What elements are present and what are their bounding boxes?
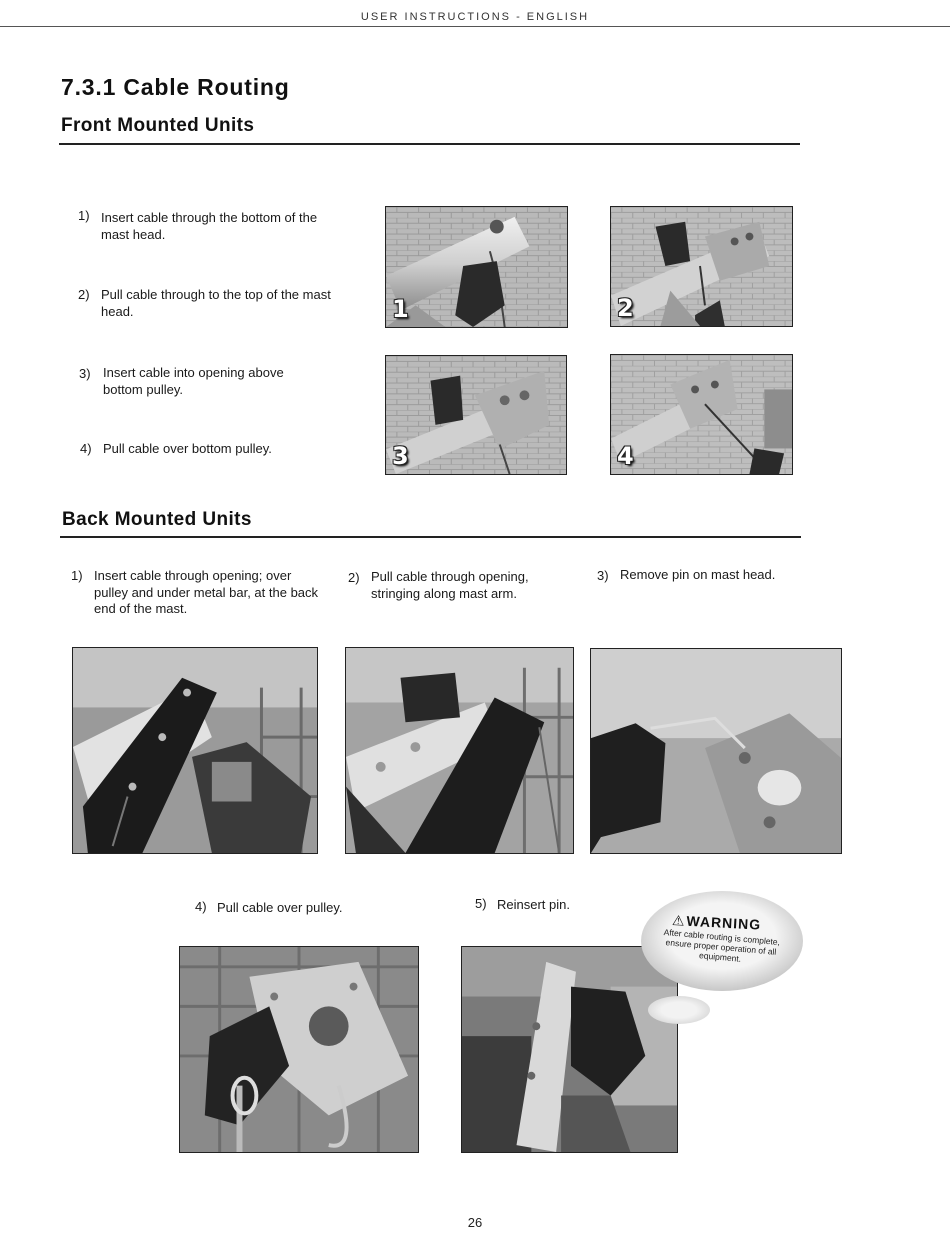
front-photo-3-label: 3 <box>392 442 409 470</box>
back-mounted-title: Back Mounted Units <box>62 509 252 530</box>
running-header: USER INSTRUCTIONS - ENGLISH <box>360 11 590 23</box>
back-photo-3 <box>590 648 842 854</box>
back-step-2-text: Pull cable through opening, stringing along mast arm. <box>371 569 529 601</box>
warning-title-text: WARNING <box>686 912 762 933</box>
front-photo-1 <box>385 206 568 328</box>
front-step-1-text: Insert cable through the bottom of the mast head. <box>101 210 318 242</box>
warning-text: After cable routing is complete, ensure proper operation of all equipment. <box>663 926 781 964</box>
back-step-1-number: 1) <box>71 568 83 583</box>
back-photo-2 <box>345 647 574 854</box>
front-step-2-text: Pull cable through to the top of the mast head. <box>101 287 331 319</box>
back-step-3-number: 3) <box>597 568 609 583</box>
front-photo-2 <box>610 206 793 327</box>
front-step-3-text: Insert cable into opening above bottom pulley. <box>103 365 284 397</box>
front-mounted-rule <box>59 143 800 145</box>
section-title: 7.3.1 Cable Routing <box>61 74 290 100</box>
warning-triangle-icon: ⚠ <box>671 912 686 929</box>
front-step-1-number: 1) <box>78 208 90 223</box>
front-photo-3 <box>385 355 567 475</box>
back-step-5-number: 5) <box>475 896 487 911</box>
back-photo-1 <box>72 647 318 854</box>
front-photo-4 <box>610 354 793 475</box>
front-photo-1-label: 1 <box>392 295 409 323</box>
front-photo-2-label: 2 <box>617 294 634 322</box>
back-step-1-text: Insert cable through opening; over pulley and under metal bar, at the back end of the mast. <box>94 568 319 616</box>
page-number: 26 <box>467 1215 483 1230</box>
back-step-4-number: 4) <box>195 899 207 914</box>
front-photo-4-label: 4 <box>617 442 634 470</box>
header-rule <box>0 26 950 27</box>
front-step-2-number: 2) <box>78 287 90 302</box>
back-step-5-text: Reinsert pin. <box>497 897 570 912</box>
warning-cloud-bubble <box>648 996 710 1024</box>
back-photo-4 <box>179 946 419 1153</box>
front-step-4-number: 4) <box>80 441 92 456</box>
back-mounted-rule <box>60 536 801 538</box>
front-step-3-number: 3) <box>79 366 91 381</box>
front-mounted-title: Front Mounted Units <box>61 115 255 136</box>
back-step-3-text: Remove pin on mast head. <box>620 567 776 582</box>
back-step-2-number: 2) <box>348 570 360 585</box>
front-step-4-text: Pull cable over bottom pulley. <box>103 441 272 456</box>
back-step-4-text: Pull cable over pulley. <box>217 900 343 915</box>
